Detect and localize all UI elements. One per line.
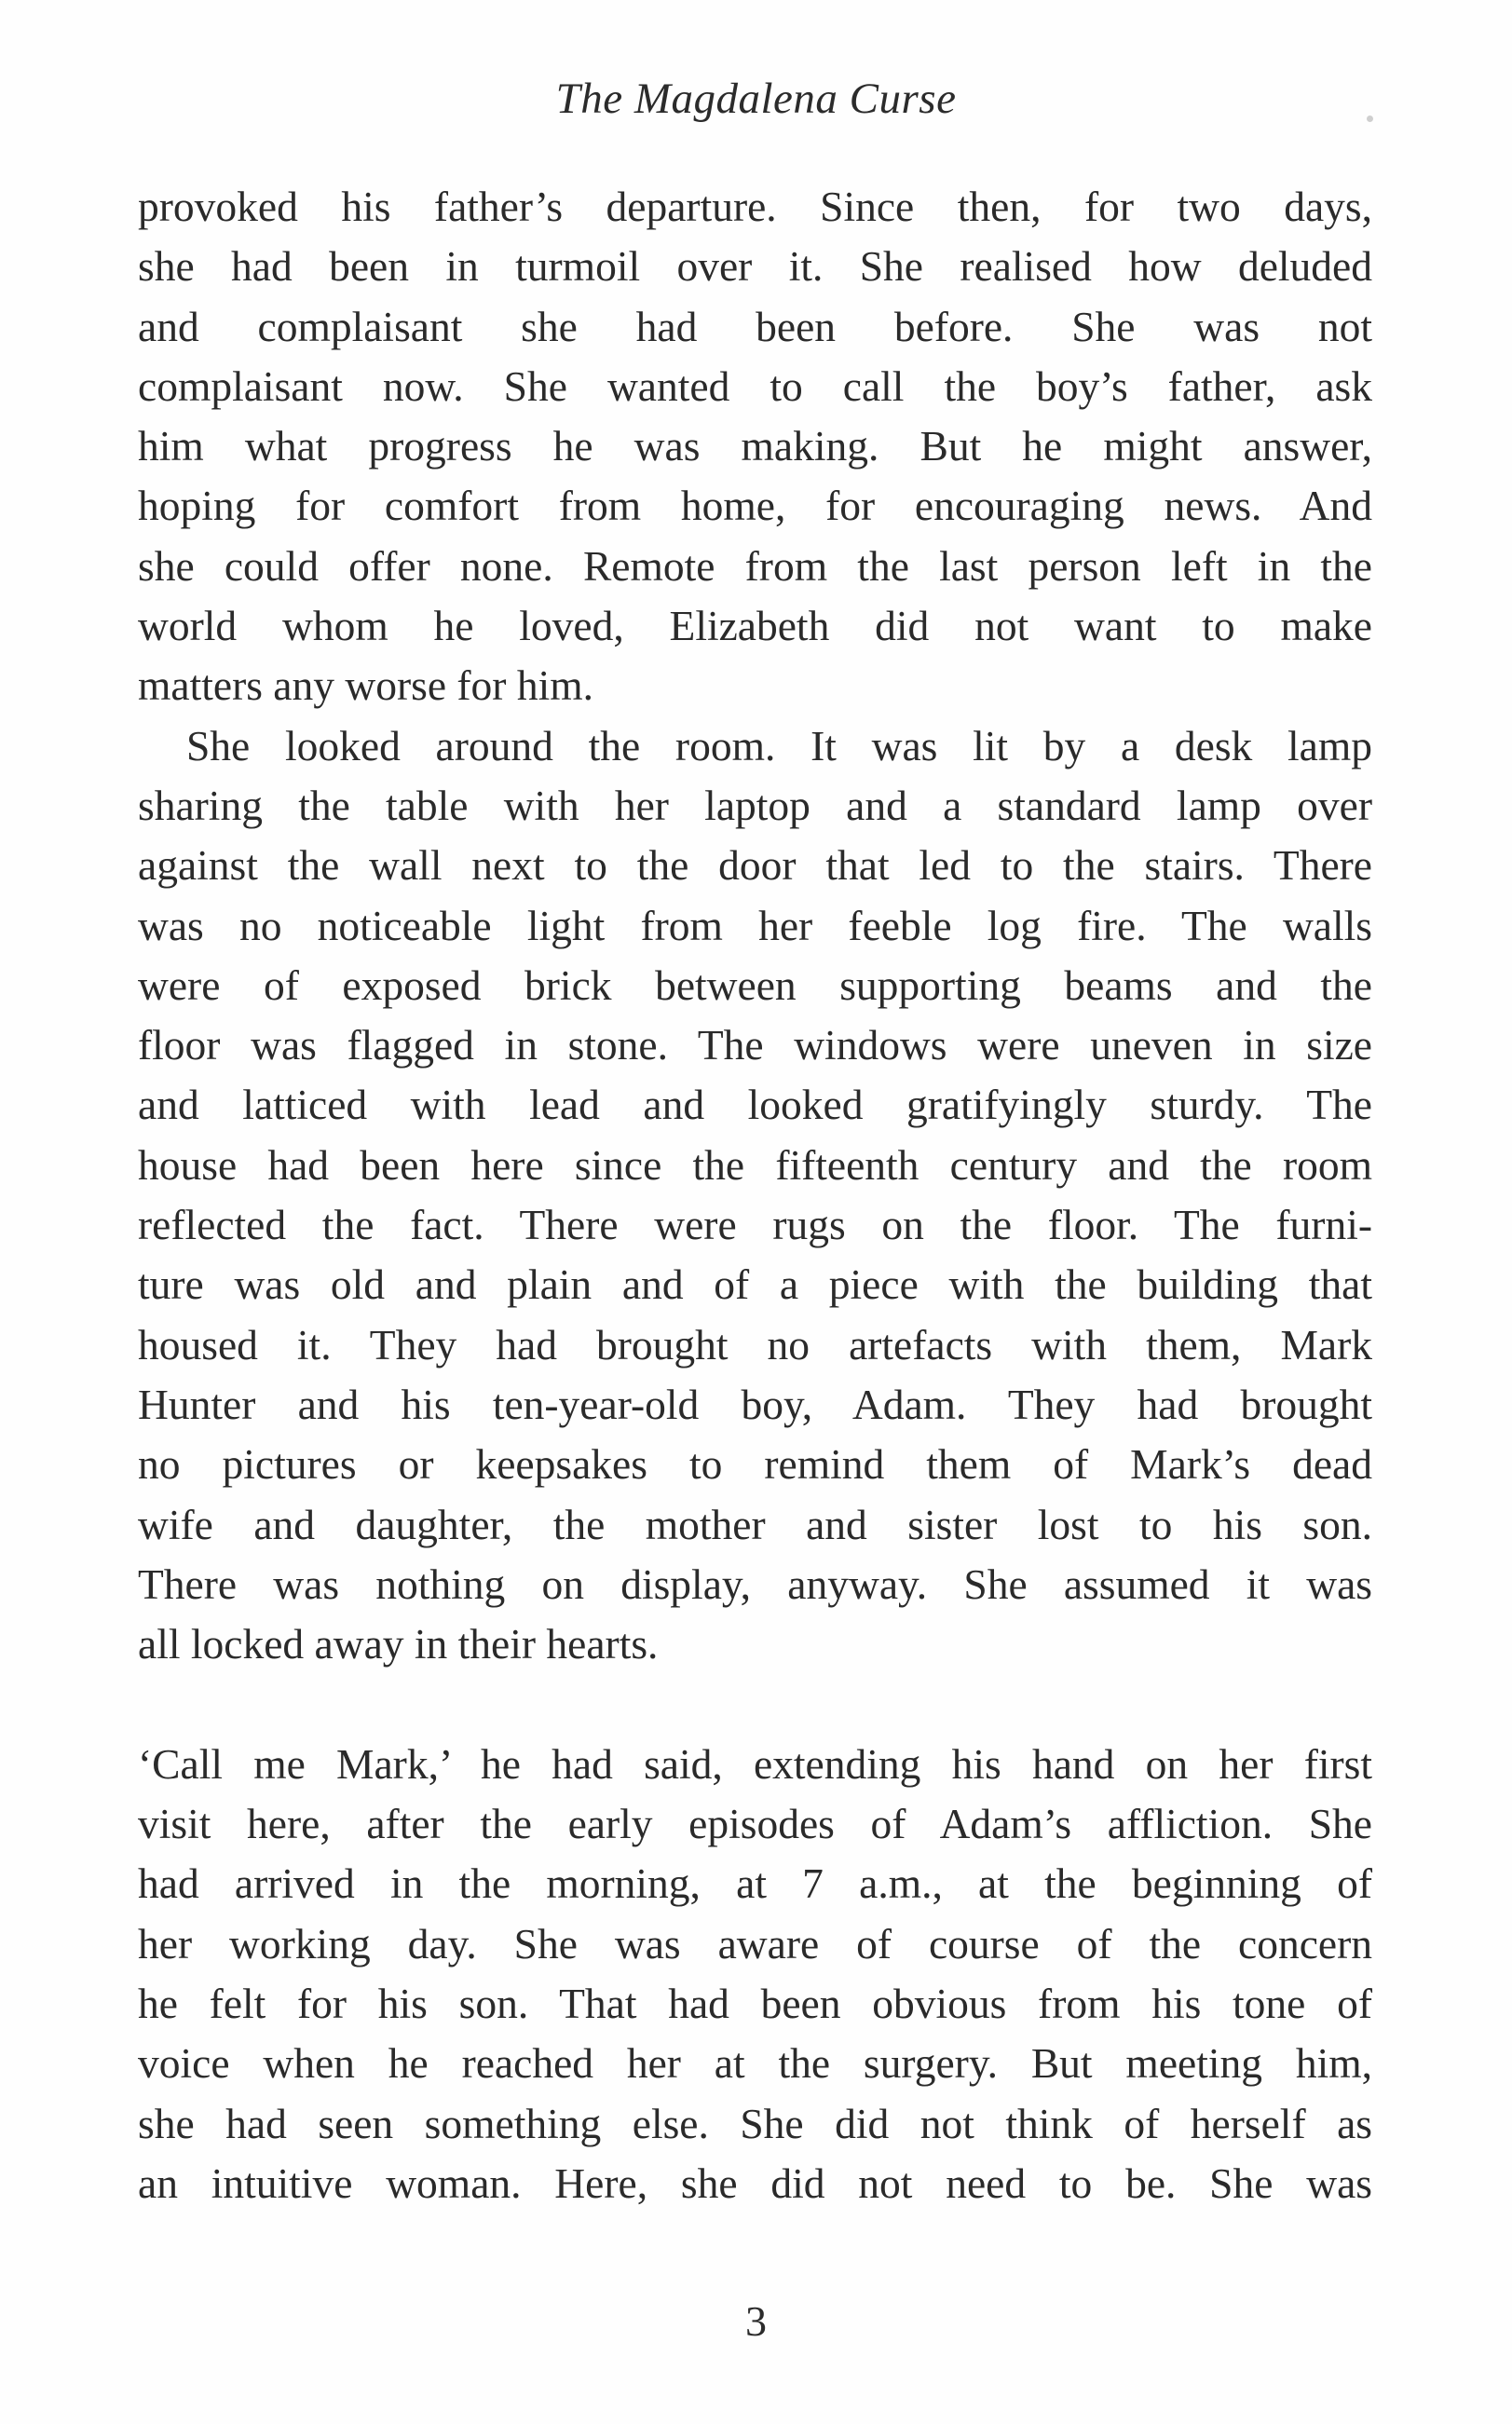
text-line: matters any worse for him.	[138, 661, 593, 710]
page-number: 3	[745, 2297, 767, 2345]
running-head: The Magdalena Curse	[555, 75, 957, 123]
text-line: visit here, after the early episodes of Adam’s affliction. She	[138, 1800, 1372, 1848]
text-line: floor was flagged in stone. The windows were uneven in size	[138, 1021, 1372, 1069]
text-line: and complaisant she had been before. She was not	[138, 302, 1372, 350]
text-line: There was nothing on display, anyway. She assumed it was	[138, 1559, 1372, 1608]
text-line: wife and daughter, the mother and sister lost to his son.	[138, 1500, 1372, 1548]
section-break	[138, 1674, 1372, 1734]
text-line: was no noticeable light from her feeble log fire. The walls	[138, 901, 1372, 949]
text-line: all locked away in their hearts.	[138, 1620, 659, 1668]
text-line: had arrived in the morning, at 7 a.m., at the beginning of	[138, 1859, 1372, 1908]
text-line: against the wall next to the door that led to the stairs. There	[138, 841, 1372, 890]
text-line: she could offer none. Remote from the last person left in the	[138, 541, 1372, 590]
text-line: she had seen something else. She did not think of herself as	[138, 2099, 1372, 2147]
text-line: ‘Call me Mark,’ he had said, extending his hand on her first	[138, 1739, 1372, 1788]
text-line: housed it. They had brought no artefacts with them, Mark	[138, 1320, 1372, 1369]
text-line: reflected the fact. There were rugs on the floor. The furni-	[138, 1201, 1372, 1249]
text-line: She looked around the room. It was lit by a desk lamp	[186, 721, 1372, 769]
text-line: sharing the table with her laptop and a standard lamp over	[138, 781, 1372, 829]
text-line: ture was old and plain and of a piece with the building that	[138, 1260, 1372, 1309]
body-text	[138, 177, 1372, 2213]
paper-speck	[1367, 116, 1373, 122]
text-line: an intuitive woman. Here, she did not need to be. She was	[138, 2158, 1372, 2207]
text-line: she had been in turmoil over it. She realised how deluded	[138, 242, 1372, 291]
text-line: were of exposed brick between supporting beams and the	[138, 960, 1372, 1009]
text-line: voice when he reached her at the surgery. But meeting him,	[138, 2039, 1372, 2088]
paragraph	[138, 177, 1372, 716]
text-line: no pictures or keepsakes to remind them of Mark’s dead	[138, 1440, 1372, 1489]
text-line: Hunter and his ten-year-old boy, Adam. They had brought	[138, 1380, 1372, 1428]
text-line: him what progress he was making. But he might answer,	[138, 422, 1372, 470]
text-line: provoked his father’s departure. Since then, for two days,	[138, 183, 1372, 230]
text-line: complaisant now. She wanted to call the boy’s father, ask	[138, 361, 1372, 410]
text-line: her working day. She was aware of course of the concern	[138, 1919, 1372, 1968]
paragraph	[138, 716, 1372, 1675]
text-line: house had been here since the fifteenth century and the room	[138, 1140, 1372, 1189]
text-line: world whom he loved, Elizabeth did not want to make	[138, 602, 1372, 650]
text-line: hoping for comfort from home, for encouraging news. And	[138, 482, 1372, 530]
text-line: and latticed with lead and looked gratifyingly sturdy. The	[138, 1081, 1372, 1129]
text-line: he felt for his son. That had been obvious from his tone of	[138, 1979, 1372, 2027]
paragraph	[138, 1735, 1372, 2213]
